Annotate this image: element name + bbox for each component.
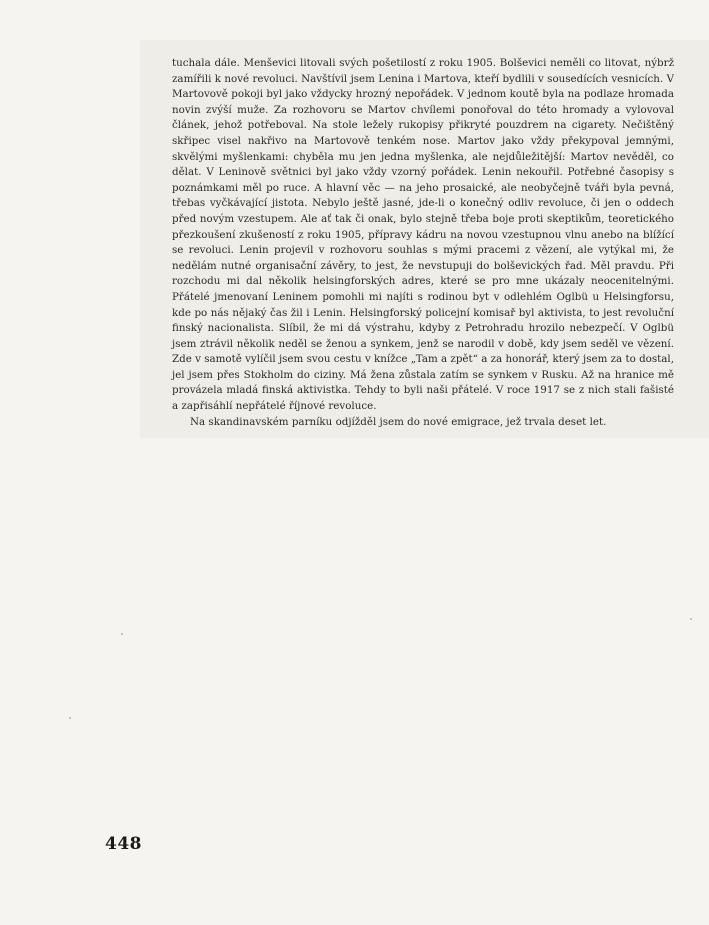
- paper-speck: [121, 633, 123, 635]
- page-number: 448: [105, 834, 142, 854]
- body-text: [172, 56, 674, 430]
- paragraph-closing: Na skandinavském parníku odjížděl jsem do nové emigrace, jež trvala deset let.: [190, 415, 607, 428]
- paper-speck: [69, 717, 71, 719]
- paper-speck: [690, 618, 692, 620]
- paragraph-main: tuchala dále. Menševici litovali svých pošetilostí z roku 1905. Bolševici neměli co litovat, nýbrž zamířili k nové revoluci. Navštívil jsem Lenina i Martova, kteří bydlili v sousedících vesnicích. V Martovově pokoji byl jako vždycky hrozný nepořádek. V jednom koutě byla na podlaze hromada novin zvýší muže. Za rozhovoru se Martov chvílemi ponořoval do této hromady a vylovoval článek, jehož potřeboval. Na stole ležely rukopisy přikryté pouzdrem na cigarety. Nečištěný skřipec visel nakřivo na Martovově tenkém nose. Martov jako vždy překypoval jemnými, skvělými myšlenkami: chyběla mu jen jedna myšlenka, ale nejdůležitější: Martov nevěděl, co dělat. V Leninově světnici byl jako vždy vzorný pořádek. Lenin nekouřil. Potřebné časopisy s poznámkami měl po ruce. A hlavní věc — na jeho prosaické, ale neobyčejně tváři byla pevná, třebas vyčkávající jistota. Nebylo ještě jasné, jde-li o konečný odliv revoluce, či jen o oddech před novým vzestupem. Ale ať tak či onak, bylo stejně třeba boje proti skeptikům, teoretického přezkoušení zkušeností z roku 1905, přípravy kádru na novou vzestupnou vlnu anebo na blížící se revoluci. Lenin projevil v rozhovoru souhlas s mými pracemi z vězení, ale vytýkal mi, že nedělám nutné organisační závěry, to jest, že nevstupuji do bolševických řad. Měl pravdu. Při rozchodu mi dal několik helsingforských adres, které se pro mne ukázaly neocenitelnými. Přátelé jmenovaní Leninem pomohli mi najíti s rodinou byt v odlehlém Oglbü u Helsingforsu, kde po nás nějaký čas žil i Lenin. Helsingforský policejní komisař byl aktivista, to jest revoluční finský nacionalista. Slíbil, že mi dá výstrahu, kdyby z Petrohradu hrozilo nebezpečí. V Oglbü jsem ztrávil několik neděl se ženou a synkem, jenž se narodil v době, kdy jsem seděl ve vězení. Zde v samotě vylíčil jsem svou cestu v knížce „Tam a zpět“ a za honorář, který jsem za to dostal, jel jsem přes Stokholm do ciziny. Má žena zůstala zatím se synkem v Rusku. Až na hranice mě provázela mladá finská aktivistka. Tehdy to byli naši přátelé. V roce 1917 se z nich stali fašisté a zapřisáhlí nepřátelé říjnové revoluce.: [172, 57, 674, 413]
